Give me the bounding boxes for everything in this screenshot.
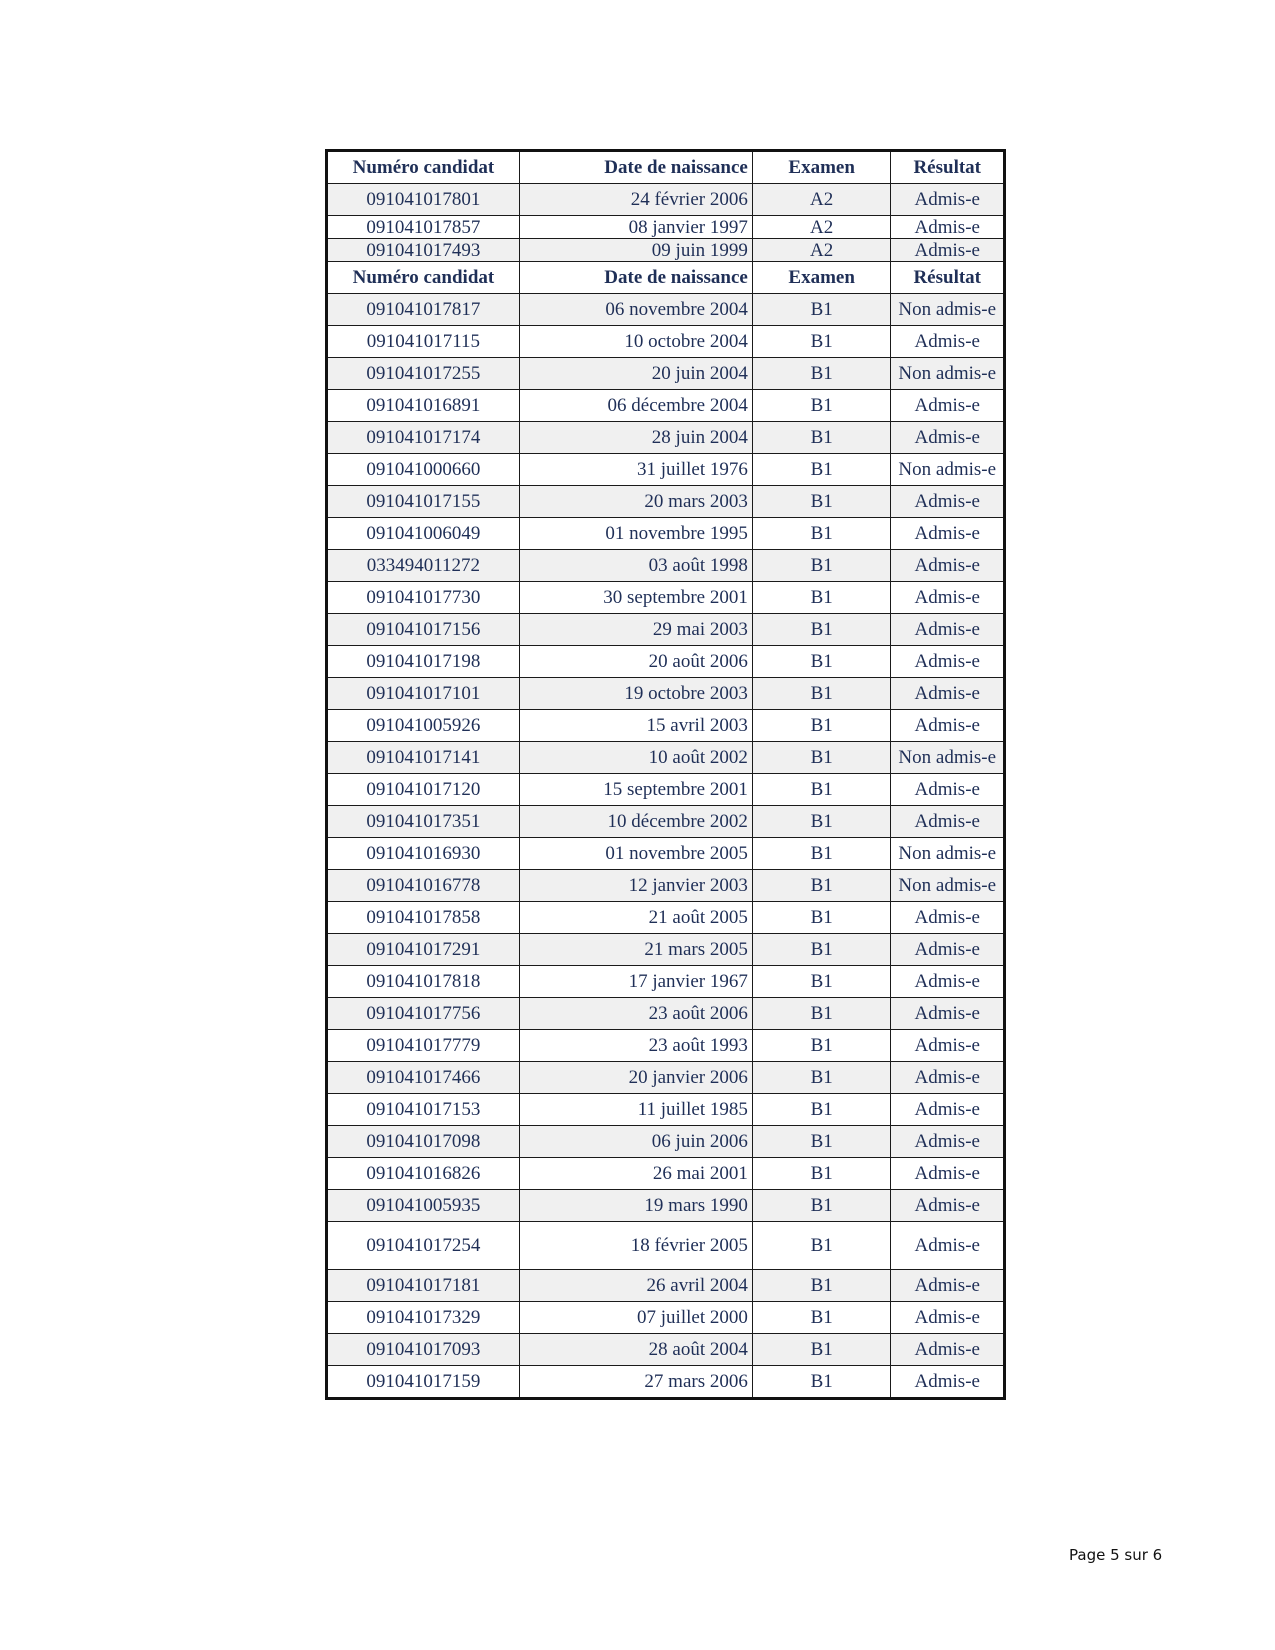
table-row [327,678,1005,710]
exam-cell: B1 [752,806,891,838]
candidate-number-cell: 091041016826 [327,1158,520,1190]
candidate-number-cell: 091041017756 [327,998,520,1030]
table-row [327,1366,1005,1399]
candidate-number-cell: 091041017174 [327,422,520,454]
table-row [327,1158,1005,1190]
candidate-number-cell: 091041017155 [327,486,520,518]
exam-cell: B1 [752,998,891,1030]
birthdate-cell: 07 juillet 2000 [519,1302,752,1334]
header-birthdate: Date de naissance [519,151,752,184]
table-row [327,422,1005,454]
result-cell: Admis-e [891,1366,1005,1399]
candidate-number-cell: 091041017466 [327,1062,520,1094]
candidate-number-cell: 091041017093 [327,1334,520,1366]
exam-cell: B1 [752,1366,891,1399]
candidate-number-cell: 091041016891 [327,390,520,422]
exam-cell: B1 [752,838,891,870]
table-row [327,1302,1005,1334]
birthdate-cell: 06 décembre 2004 [519,390,752,422]
exam-cell: B1 [752,902,891,934]
result-cell: Admis-e [891,582,1005,614]
birthdate-cell: 09 juin 1999 [519,239,752,262]
exam-cell: B1 [752,870,891,902]
birthdate-cell: 21 août 2005 [519,902,752,934]
candidate-number-cell: 091041017493 [327,239,520,262]
table-row [327,806,1005,838]
birthdate-cell: 26 mai 2001 [519,1158,752,1190]
candidate-number-cell: 091041017153 [327,1094,520,1126]
exam-cell: B1 [752,326,891,358]
candidate-number-cell: 091041017857 [327,216,520,239]
exam-cell: B1 [752,1126,891,1158]
table-row [327,184,1005,216]
birthdate-cell: 10 août 2002 [519,742,752,774]
table-row [327,358,1005,390]
table-row [327,1190,1005,1222]
birthdate-cell: 20 août 2006 [519,646,752,678]
candidate-number-cell: 091041017818 [327,966,520,998]
exam-cell: B1 [752,454,891,486]
candidate-number-cell: 091041017730 [327,582,520,614]
exam-cell: B1 [752,582,891,614]
exam-cell: B1 [752,1302,891,1334]
birthdate-cell: 24 février 2006 [519,184,752,216]
table-row [327,1222,1005,1270]
candidate-number-cell: 091041017254 [327,1222,520,1270]
table-row [327,1094,1005,1126]
exam-cell: B1 [752,294,891,326]
results-table-body [327,151,1005,1399]
exam-cell: B1 [752,966,891,998]
result-cell: Admis-e [891,390,1005,422]
table-row [327,1270,1005,1302]
result-cell: Admis-e [891,1062,1005,1094]
result-cell: Admis-e [891,1158,1005,1190]
exam-cell: B1 [752,422,891,454]
birthdate-cell: 23 août 2006 [519,998,752,1030]
candidate-number-cell: 091041016778 [327,870,520,902]
result-cell: Admis-e [891,184,1005,216]
exam-cell: B1 [752,646,891,678]
birthdate-cell: 06 novembre 2004 [519,294,752,326]
birthdate-cell: 03 août 1998 [519,550,752,582]
result-cell: Non admis-e [891,742,1005,774]
result-cell: Admis-e [891,486,1005,518]
results-table [325,149,1006,1400]
birthdate-cell: 18 février 2005 [519,1222,752,1270]
birthdate-cell: 23 août 1993 [519,1030,752,1062]
result-cell: Admis-e [891,518,1005,550]
table-row [327,1030,1005,1062]
birthdate-cell: 20 janvier 2006 [519,1062,752,1094]
table-row [327,454,1005,486]
result-cell: Admis-e [891,326,1005,358]
exam-cell: A2 [752,239,891,262]
exam-cell: A2 [752,216,891,239]
result-cell: Non admis-e [891,870,1005,902]
birthdate-cell: 28 juin 2004 [519,422,752,454]
result-cell: Admis-e [891,646,1005,678]
candidate-number-cell: 091041017198 [327,646,520,678]
birthdate-cell: 31 juillet 1976 [519,454,752,486]
birthdate-cell: 26 avril 2004 [519,1270,752,1302]
result-cell: Admis-e [891,998,1005,1030]
table-row [327,550,1005,582]
result-cell: Admis-e [891,614,1005,646]
header-exam: Examen [752,151,891,184]
header-candidate-number: Numéro candidat [327,262,520,294]
table-row [327,239,1005,262]
exam-cell: B1 [752,358,891,390]
exam-cell: B1 [752,710,891,742]
result-cell: Admis-e [891,678,1005,710]
exam-cell: B1 [752,1094,891,1126]
table-row [327,1126,1005,1158]
birthdate-cell: 11 juillet 1985 [519,1094,752,1126]
exam-cell: B1 [752,1158,891,1190]
candidate-number-cell: 091041017101 [327,678,520,710]
candidate-number-cell: 033494011272 [327,550,520,582]
exam-cell: B1 [752,1190,891,1222]
table-row [327,326,1005,358]
result-cell: Admis-e [891,1126,1005,1158]
table-row [327,486,1005,518]
candidate-number-cell: 091041017779 [327,1030,520,1062]
result-cell: Admis-e [891,1270,1005,1302]
candidate-number-cell: 091041017858 [327,902,520,934]
birthdate-cell: 28 août 2004 [519,1334,752,1366]
exam-cell: B1 [752,774,891,806]
table-row [327,582,1005,614]
table-row [327,294,1005,326]
exam-cell: B1 [752,1030,891,1062]
candidate-number-cell: 091041017817 [327,294,520,326]
exam-cell: B1 [752,1062,891,1094]
birthdate-cell: 17 janvier 1967 [519,966,752,998]
result-cell: Admis-e [891,550,1005,582]
candidate-number-cell: 091041017156 [327,614,520,646]
header-row-a2 [327,151,1005,184]
result-cell: Admis-e [891,966,1005,998]
birthdate-cell: 19 mars 1990 [519,1190,752,1222]
exam-cell: B1 [752,550,891,582]
birthdate-cell: 10 octobre 2004 [519,326,752,358]
result-cell: Admis-e [891,1030,1005,1062]
table-row [327,1334,1005,1366]
candidate-number-cell: 091041017181 [327,1270,520,1302]
table-row [327,1062,1005,1094]
table-row [327,998,1005,1030]
birthdate-cell: 12 janvier 2003 [519,870,752,902]
table-row [327,774,1005,806]
candidate-number-cell: 091041016930 [327,838,520,870]
candidate-number-cell: 091041017141 [327,742,520,774]
result-cell: Non admis-e [891,454,1005,486]
candidate-number-cell: 091041017098 [327,1126,520,1158]
exam-cell: B1 [752,1334,891,1366]
candidate-number-cell: 091041017120 [327,774,520,806]
table-row [327,870,1005,902]
birthdate-cell: 01 novembre 2005 [519,838,752,870]
birthdate-cell: 15 avril 2003 [519,710,752,742]
table-row [327,646,1005,678]
table-row [327,390,1005,422]
table-row [327,902,1005,934]
exam-cell: B1 [752,1270,891,1302]
header-result: Résultat [891,262,1005,294]
exam-cell: B1 [752,518,891,550]
table-row [327,710,1005,742]
table-row [327,216,1005,239]
header-candidate-number: Numéro candidat [327,151,520,184]
table-row [327,518,1005,550]
page-number: Page 5 sur 6 [1069,1546,1163,1564]
exam-cell: B1 [752,486,891,518]
birthdate-cell: 19 octobre 2003 [519,678,752,710]
candidate-number-cell: 091041017329 [327,1302,520,1334]
result-cell: Admis-e [891,1222,1005,1270]
result-cell: Admis-e [891,774,1005,806]
candidate-number-cell: 091041005926 [327,710,520,742]
birthdate-cell: 21 mars 2005 [519,934,752,966]
candidate-number-cell: 091041006049 [327,518,520,550]
header-row-b1 [327,262,1005,294]
table-row [327,966,1005,998]
exam-cell: B1 [752,390,891,422]
result-cell: Admis-e [891,710,1005,742]
candidate-number-cell: 091041017801 [327,184,520,216]
birthdate-cell: 08 janvier 1997 [519,216,752,239]
result-cell: Admis-e [891,1094,1005,1126]
exam-cell: B1 [752,1222,891,1270]
candidate-number-cell: 091041017291 [327,934,520,966]
table-row [327,614,1005,646]
result-cell: Admis-e [891,422,1005,454]
result-cell: Admis-e [891,1302,1005,1334]
candidate-number-cell: 091041000660 [327,454,520,486]
exam-cell: B1 [752,678,891,710]
birthdate-cell: 27 mars 2006 [519,1366,752,1399]
birthdate-cell: 10 décembre 2002 [519,806,752,838]
result-cell: Admis-e [891,934,1005,966]
birthdate-cell: 20 mars 2003 [519,486,752,518]
header-birthdate: Date de naissance [519,262,752,294]
table-row [327,742,1005,774]
candidate-number-cell: 091041005935 [327,1190,520,1222]
birthdate-cell: 30 septembre 2001 [519,582,752,614]
header-result: Résultat [891,151,1005,184]
result-cell: Admis-e [891,806,1005,838]
table-row [327,934,1005,966]
birthdate-cell: 20 juin 2004 [519,358,752,390]
result-cell: Non admis-e [891,294,1005,326]
result-cell: Admis-e [891,216,1005,239]
result-cell: Admis-e [891,1334,1005,1366]
candidate-number-cell: 091041017115 [327,326,520,358]
candidate-number-cell: 091041017351 [327,806,520,838]
result-cell: Admis-e [891,1190,1005,1222]
result-cell: Admis-e [891,902,1005,934]
exam-cell: A2 [752,184,891,216]
header-exam: Examen [752,262,891,294]
birthdate-cell: 01 novembre 1995 [519,518,752,550]
birthdate-cell: 29 mai 2003 [519,614,752,646]
result-cell: Non admis-e [891,358,1005,390]
exam-cell: B1 [752,614,891,646]
exam-cell: B1 [752,934,891,966]
exam-cell: B1 [752,742,891,774]
result-cell: Non admis-e [891,838,1005,870]
result-cell: Admis-e [891,239,1005,262]
candidate-number-cell: 091041017255 [327,358,520,390]
table-row [327,838,1005,870]
candidate-number-cell: 091041017159 [327,1366,520,1399]
birthdate-cell: 15 septembre 2001 [519,774,752,806]
birthdate-cell: 06 juin 2006 [519,1126,752,1158]
